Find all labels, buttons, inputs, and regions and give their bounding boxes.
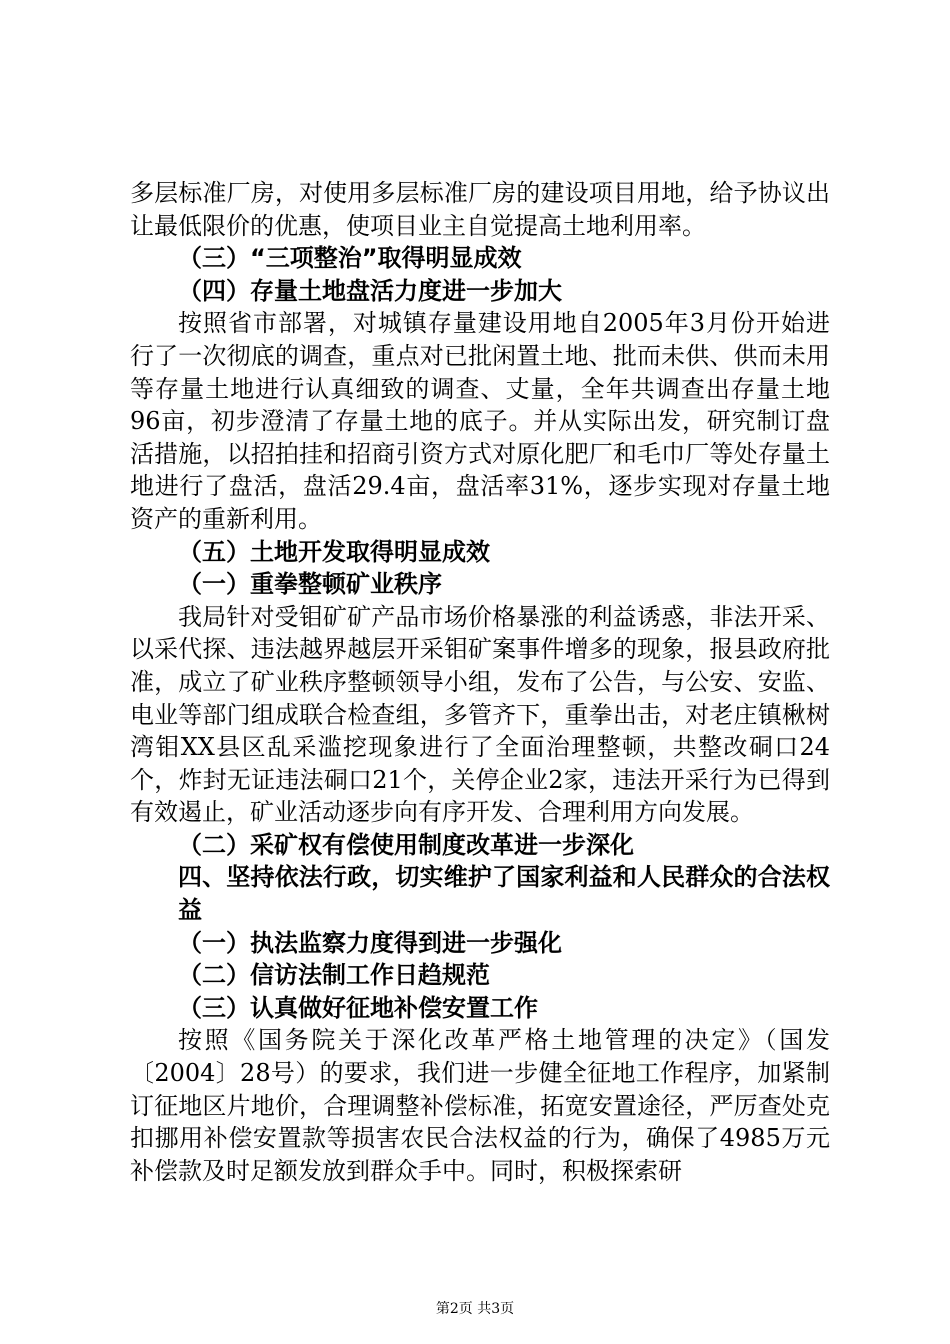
page-footer: 第2页 共3页	[435, 1301, 515, 1317]
body-paragraph: 按照省市部署，对城镇存量建设用地自2005年3月份开始进行了一次彻底的调查，重点对已批闲置土地、批而未供、供而未用等存量土地进行认真细致的调查、丈量，全年共调查出存量土地96亩，初步澄清了存量土地的底子。并从实际出发，研究制订盘活措施，以招拍挂和招商引资方式对原化肥厂和毛巾厂等处存量土地进行了盘活，盘活29.4亩，盘活率31%，逐步实现对存量土地资产的重新利用。	[130, 309, 830, 533]
chapter-heading: 四、坚持依法行政，切实维护了国家利益和人民群众的合法权益	[178, 863, 830, 925]
body-paragraph: 我局针对受钼矿矿产品市场价格暴涨的利益诱惑，非法开采、以采代探、违法越界越层开采钼矿案事件增多的现象，报县政府批准，成立了矿业秩序整顿领导小组，发布了公告，与公安、安监、电业等部门组成联合检查组，多管齐下，重拳出击，对老庄镇楸树湾钼XX县区乱采滥挖现象进行了全面治理整顿，共整改硐口24个，炸封无证违法硐口21个，关停企业2家，违法开采行为已得到有效遏止，矿业活动逐步向有序开发、合理利用方向发展。	[130, 602, 830, 827]
section-heading: （五）土地开发取得明显成效	[178, 537, 490, 566]
body-paragraph: 按照《国务院关于深化改革严格土地管理的决定》（国发〔2004〕28号）的要求，我们进一步健全征地工作程序，加紧制订征地区片地价，合理调整补偿标准，拓宽安置途径，严厉查处克扣挪用补偿安置款等损害农民合法权益的行为，确保了4985万元补偿款及时足额发放到群众手中。同时，积极探索研	[130, 1026, 830, 1185]
section-heading: （一）执法监察力度得到进一步强化	[178, 928, 562, 957]
section-heading: （三）认真做好征地补偿安置工作	[178, 993, 538, 1022]
section-heading: （二）采矿权有偿使用制度改革进一步深化	[178, 830, 634, 859]
body-paragraph: 多层标准厂房，对使用多层标准厂房的建设项目用地，给予协议出让最低限价的优惠，使项目业主自觉提高土地利用率。	[130, 179, 830, 240]
section-heading: （四）存量土地盘活力度进一步加大	[178, 276, 562, 305]
section-heading: （一）重拳整顿矿业秩序	[178, 570, 442, 599]
section-heading: （二）信访法制工作日趋规范	[178, 961, 490, 990]
document-body	[130, 177, 830, 1187]
section-heading: （三）“三项整治”取得明显成效	[178, 244, 522, 273]
